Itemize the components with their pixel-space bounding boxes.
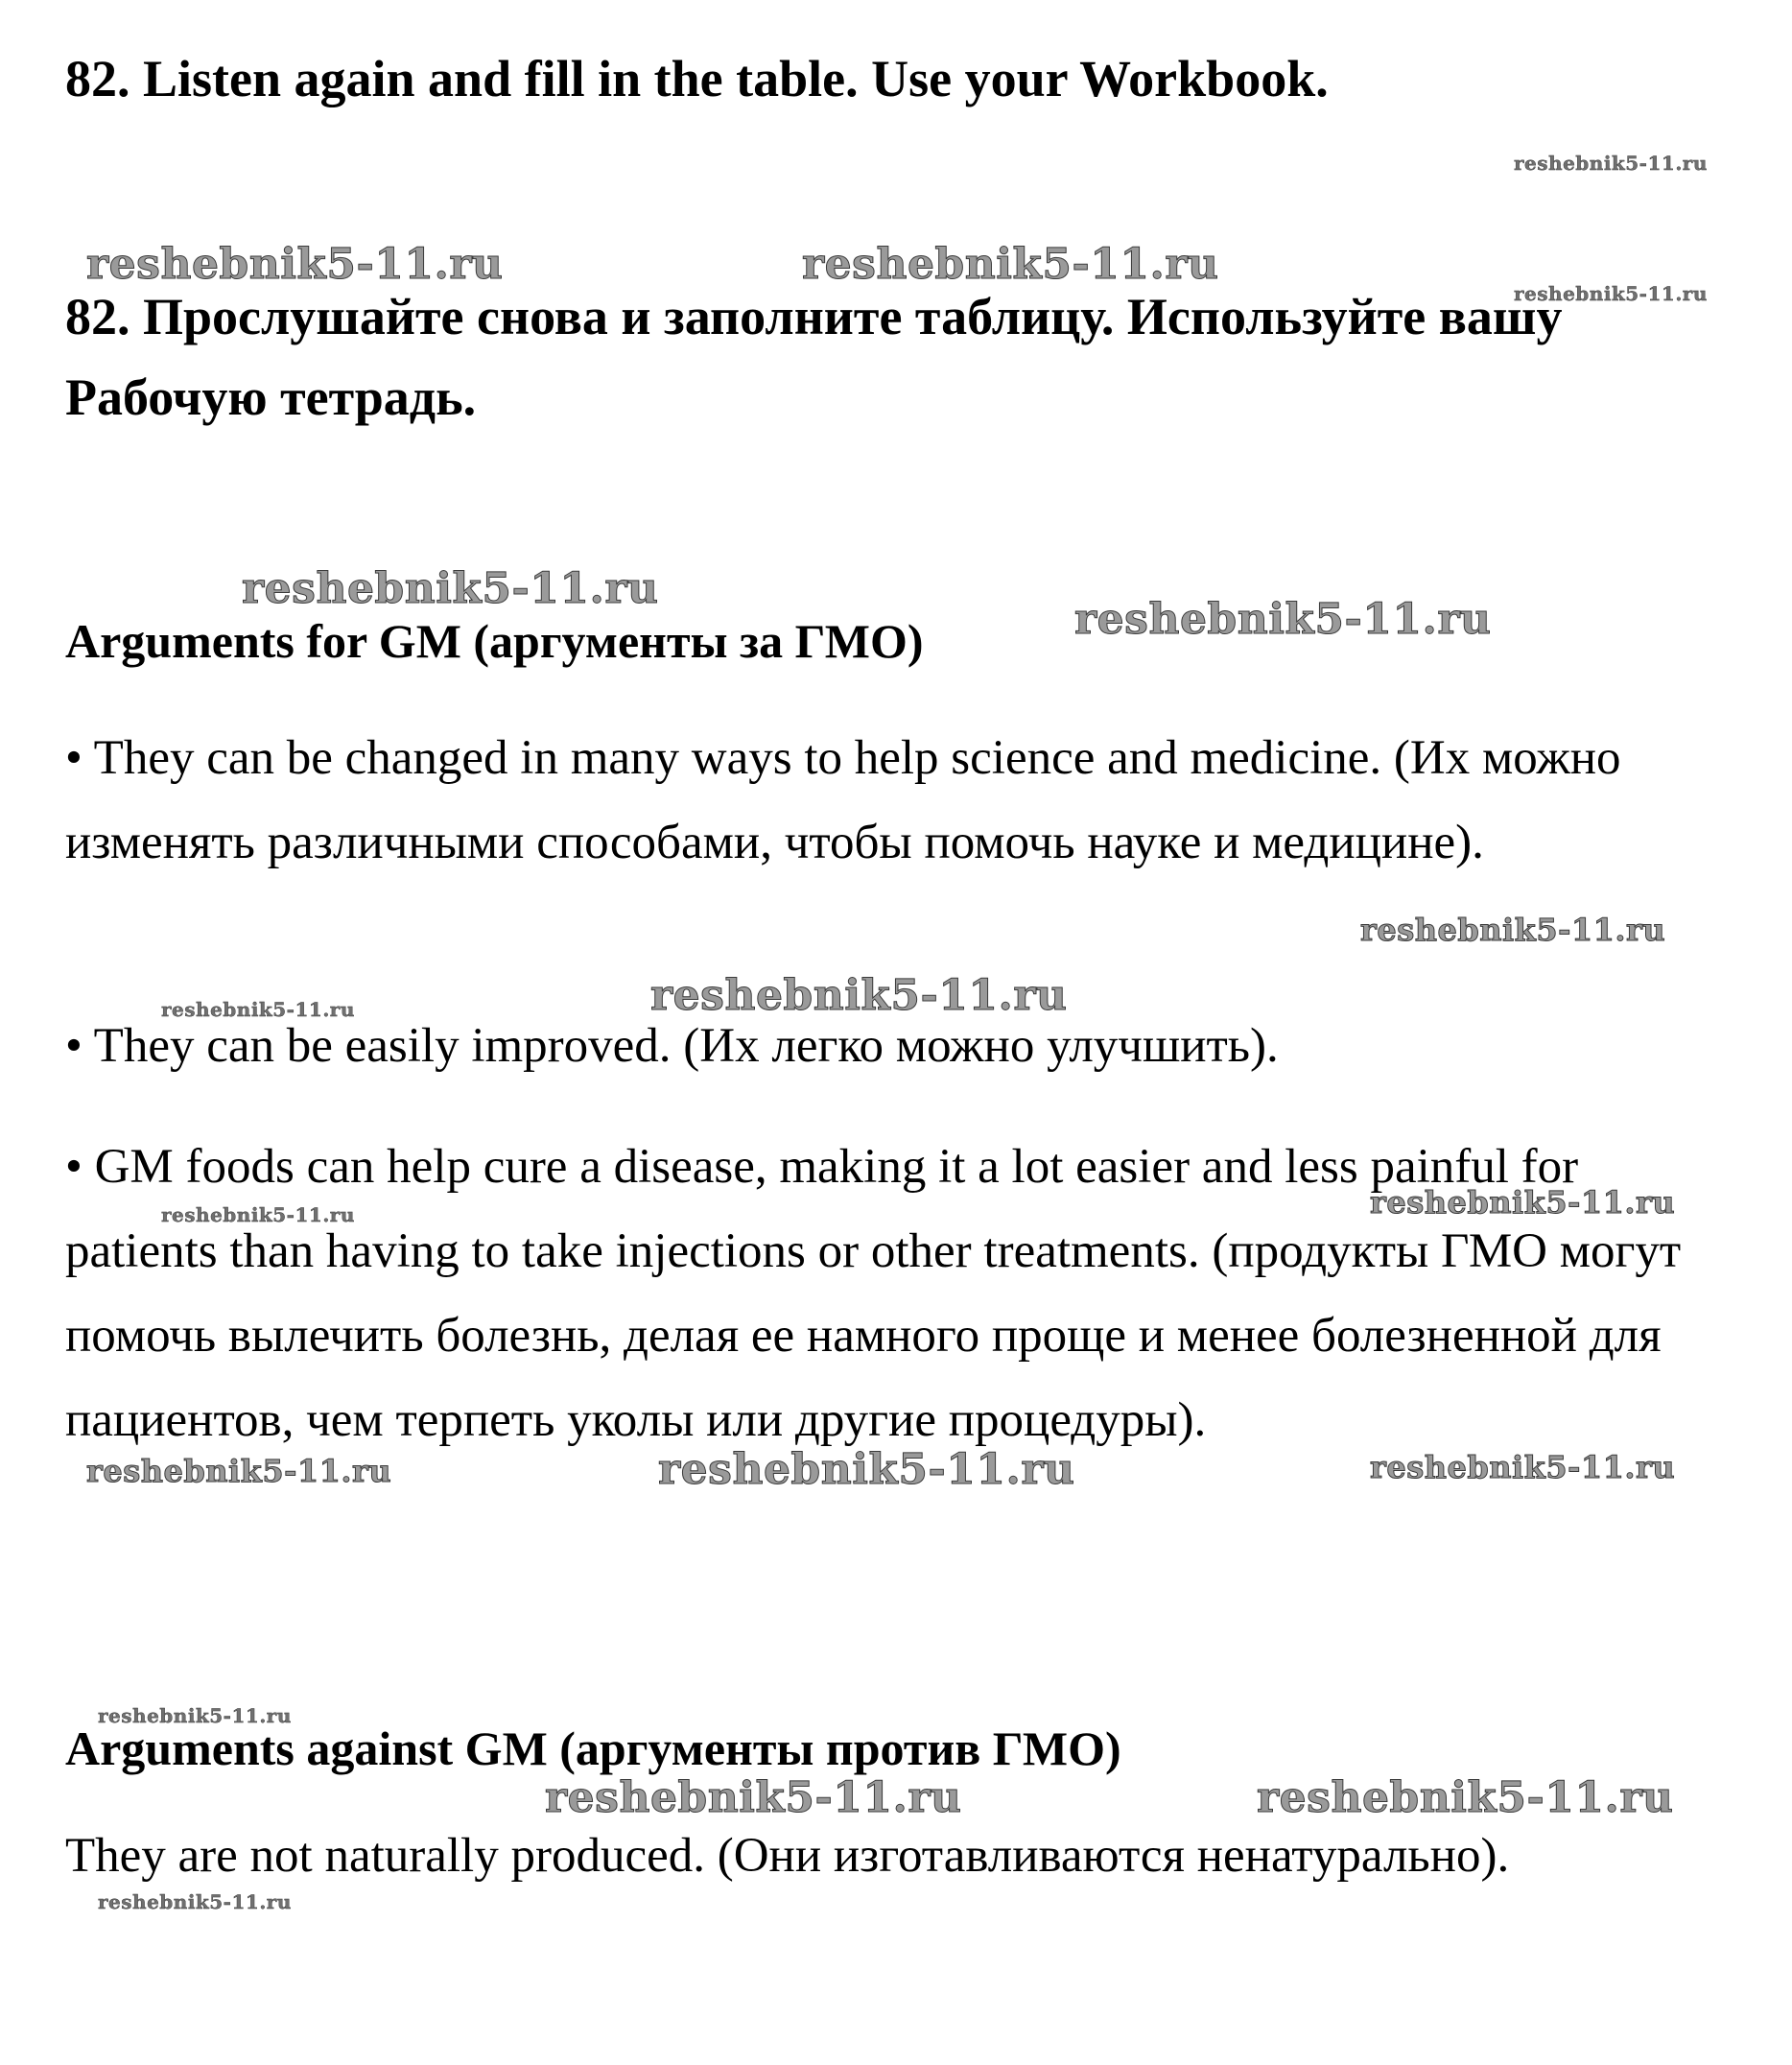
watermark-stamp: reshebnik5-11.ru [1074, 595, 1492, 644]
watermark-stamp: reshebnik5-11.ru [545, 1773, 962, 1822]
watermark-stamp: reshebnik5-11.ru [98, 1704, 292, 1727]
watermark-stamp: reshebnik5-11.ru [1257, 1773, 1674, 1822]
watermark-stamp: reshebnik5-11.ru [86, 1453, 392, 1489]
watermark-stamp: reshebnik5-11.ru [161, 1203, 355, 1226]
watermark-stamp: reshebnik5-11.ru [650, 971, 1068, 1020]
watermark-stamp: reshebnik5-11.ru [658, 1445, 1075, 1494]
watermark-stamp: reshebnik5-11.ru [86, 240, 504, 289]
watermark-stamp: reshebnik5-11.ru [161, 998, 355, 1021]
watermark-stamp: reshebnik5-11.ru [98, 1890, 292, 1913]
watermark-stamp: reshebnik5-11.ru [242, 564, 659, 613]
watermark-stamp: reshebnik5-11.ru [1514, 282, 1708, 305]
arguments-against-item: They are not naturally produced. (Они изготавливаются ненатурально). [65, 1829, 1510, 1883]
watermark-stamp: reshebnik5-11.ru [1514, 152, 1708, 175]
watermark-stamp: reshebnik5-11.ru [802, 240, 1219, 289]
watermark-stamp: reshebnik5-11.ru [1360, 912, 1666, 948]
arguments-for-item: • They can be easily improved. (Их легко можно улучшить). [65, 1019, 1279, 1073]
watermark-stamp: reshebnik5-11.ru [1370, 1184, 1676, 1221]
task-title-russian: 82. Прослушайте снова и заполните таблицу. Используйте вашу Рабочую тетрадь. [65, 288, 1563, 426]
arguments-for-item: • They can be changed in many ways to help science and medicine. (Их можно изменять различными способами, чтобы помочь науке и медицине). [65, 731, 1621, 869]
arguments-for-heading: Arguments for GM (аргументы за ГМО) [65, 614, 924, 668]
watermark-stamp: reshebnik5-11.ru [1370, 1449, 1676, 1485]
task-title-english: 82. Listen again and fill in the table. Use your Workbook. [65, 50, 1329, 107]
arguments-for-item: • GM foods can help cure a disease, making it a lot easier and less painful for patients than having to take injections or other treatments. (продукты ГМО могут помочь вылечить болезнь, делая ее намного проще и менее болезненной для пациентов, чем терпеть уколы или другие процедуры). [65, 1140, 1682, 1447]
arguments-against-heading: Arguments against GM (аргументы против ГМО) [65, 1721, 1121, 1775]
